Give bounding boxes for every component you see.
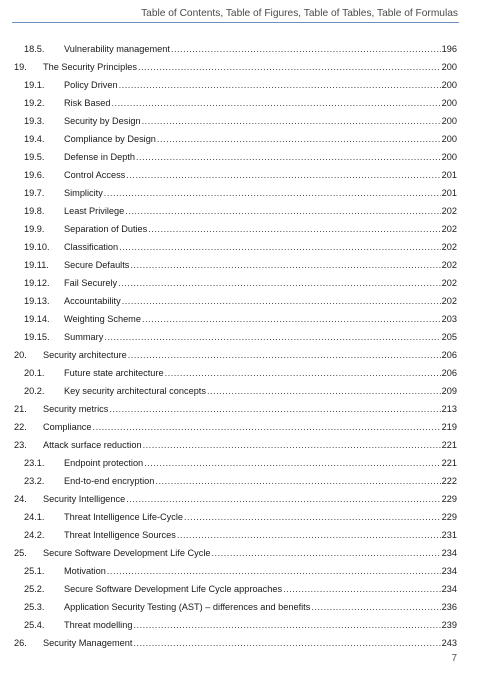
toc-entry-title[interactable]: The Security Principles bbox=[43, 62, 137, 72]
toc-entry-number: 23.2. bbox=[24, 476, 45, 486]
toc-entry-title[interactable]: Security architecture bbox=[43, 350, 127, 360]
dot-leader bbox=[311, 600, 440, 614]
toc-entry-number: 20.1. bbox=[24, 368, 45, 378]
toc-entry-page: 202 bbox=[441, 260, 457, 270]
toc-entry-title[interactable]: Policy Driven bbox=[64, 80, 118, 90]
toc-entry-title[interactable]: Security Management bbox=[43, 638, 133, 648]
toc-entry-title[interactable]: Vulnerability management bbox=[64, 44, 170, 54]
toc-entry-number: 25.4. bbox=[24, 620, 45, 630]
toc-entry-title[interactable]: End-to-end encryption bbox=[64, 476, 155, 486]
toc-entry-page: 203 bbox=[441, 314, 457, 324]
toc-entry[interactable] bbox=[0, 96, 485, 110]
toc-entry[interactable] bbox=[0, 618, 485, 632]
toc-entry-page: 221 bbox=[441, 458, 457, 468]
toc-entry-number: 25.3. bbox=[24, 602, 45, 612]
dot-leader bbox=[143, 438, 441, 452]
toc-entry-title[interactable]: Security by Design bbox=[64, 116, 141, 126]
toc-entry-number: 19.3. bbox=[24, 116, 45, 126]
toc-entry-title[interactable]: Fail Securely bbox=[64, 278, 118, 288]
toc-entry-page: 202 bbox=[441, 296, 457, 306]
toc-entry-page: 209 bbox=[441, 386, 457, 396]
toc-entry-title[interactable]: Security Intelligence bbox=[43, 494, 126, 504]
toc-entry-number: 25. bbox=[14, 548, 27, 558]
toc-entry[interactable] bbox=[0, 114, 485, 128]
dot-leader bbox=[148, 222, 440, 236]
dot-leader bbox=[283, 582, 441, 596]
toc-entry[interactable] bbox=[0, 204, 485, 218]
toc-entry[interactable] bbox=[0, 312, 485, 326]
dot-leader bbox=[133, 618, 440, 632]
toc-entry[interactable] bbox=[0, 438, 485, 452]
toc-entry-number: 19.7. bbox=[24, 188, 45, 198]
toc-entry-page: 206 bbox=[441, 350, 457, 360]
toc-entry-number: 20.2. bbox=[24, 386, 45, 396]
dot-leader bbox=[119, 240, 441, 254]
toc-entry[interactable] bbox=[0, 492, 485, 506]
dot-leader bbox=[125, 204, 440, 218]
toc-entry[interactable] bbox=[0, 294, 485, 308]
toc-entry-page: 222 bbox=[441, 476, 457, 486]
toc-entry-page: 213 bbox=[441, 404, 457, 414]
toc-entry-page: 229 bbox=[441, 494, 457, 504]
toc-entry-number: 22. bbox=[14, 422, 27, 432]
toc-entry-number: 19. bbox=[14, 62, 27, 72]
toc-entry-number: 19.6. bbox=[24, 170, 45, 180]
toc-entry-page: 202 bbox=[441, 242, 457, 252]
dot-leader bbox=[104, 330, 440, 344]
toc-entry-number: 24.2. bbox=[24, 530, 45, 540]
dot-leader bbox=[165, 366, 441, 380]
toc-entry-title[interactable]: Summary bbox=[64, 332, 104, 342]
dot-leader bbox=[144, 456, 440, 470]
toc-entry-number: 24.1. bbox=[24, 512, 45, 522]
toc-entry-page: 201 bbox=[441, 170, 457, 180]
dot-leader bbox=[184, 510, 441, 524]
toc-entry-page: 234 bbox=[441, 584, 457, 594]
toc-entry-page: 243 bbox=[441, 638, 457, 648]
toc-entry-number: 19.14. bbox=[24, 314, 50, 324]
toc-entry[interactable] bbox=[0, 348, 485, 362]
toc-entry-number: 19.8. bbox=[24, 206, 45, 216]
toc-entry-page: 202 bbox=[441, 224, 457, 234]
toc-entry-page: 219 bbox=[441, 422, 457, 432]
toc-entry-title[interactable]: Threat Intelligence Life-Cycle bbox=[64, 512, 183, 522]
toc-entry-number: 19.4. bbox=[24, 134, 45, 144]
toc-entry[interactable] bbox=[0, 528, 485, 542]
toc-entry-page: 206 bbox=[441, 368, 457, 378]
toc-entry[interactable] bbox=[0, 510, 485, 524]
toc-entry[interactable] bbox=[0, 330, 485, 344]
toc-entry-title[interactable]: Compliance by Design bbox=[64, 134, 156, 144]
toc-entry[interactable] bbox=[0, 420, 485, 434]
toc-entry[interactable] bbox=[0, 168, 485, 182]
dot-leader bbox=[177, 528, 441, 542]
toc-entry-number: 18.5. bbox=[24, 44, 45, 54]
toc-entry-title[interactable]: Defense in Depth bbox=[64, 152, 135, 162]
dot-leader bbox=[136, 150, 441, 164]
toc-entry[interactable] bbox=[0, 276, 485, 290]
dot-leader bbox=[126, 492, 440, 506]
toc-entry-title[interactable]: Motivation bbox=[64, 566, 106, 576]
toc-entry-number: 19.11. bbox=[24, 260, 49, 270]
toc-entry-title[interactable]: Attack surface reduction bbox=[43, 440, 142, 450]
toc-entry-page: 221 bbox=[441, 440, 457, 450]
toc-entry[interactable] bbox=[0, 132, 485, 146]
toc-entry-number: 19.13. bbox=[24, 296, 50, 306]
toc-entry-title[interactable]: Separation of Duties bbox=[64, 224, 148, 234]
toc-entry-page: 200 bbox=[441, 134, 457, 144]
toc-entry-page: 200 bbox=[441, 80, 457, 90]
toc-entry-title[interactable]: Control Access bbox=[64, 170, 126, 180]
toc-entry-page: 236 bbox=[441, 602, 457, 612]
toc-entry-number: 19.5. bbox=[24, 152, 45, 162]
toc-entry-page: 205 bbox=[441, 332, 457, 342]
toc-entry-page: 200 bbox=[441, 62, 457, 72]
toc-entry[interactable] bbox=[0, 240, 485, 254]
dot-leader bbox=[128, 348, 441, 362]
dot-leader bbox=[93, 420, 441, 434]
toc-entry[interactable] bbox=[0, 186, 485, 200]
dot-leader bbox=[130, 258, 440, 272]
toc-entry-title[interactable]: Secure Defaults bbox=[64, 260, 130, 270]
toc-entry-number: 19.2. bbox=[24, 98, 45, 108]
toc-entry[interactable] bbox=[0, 474, 485, 488]
toc-entry-number: 25.1. bbox=[24, 566, 45, 576]
toc-entry-number: 19.10. bbox=[24, 242, 50, 252]
toc-entry-number: 25.2. bbox=[24, 584, 45, 594]
toc-entry-page: 239 bbox=[441, 620, 457, 630]
dot-leader bbox=[171, 42, 441, 56]
toc-entry-title[interactable]: Secure Software Development Life Cycle approaches bbox=[64, 584, 283, 594]
toc-entry-number: 26. bbox=[14, 638, 27, 648]
toc-entry-title[interactable]: Least Privilege bbox=[64, 206, 125, 216]
dot-leader bbox=[138, 60, 441, 74]
toc-entry-number: 19.15. bbox=[24, 332, 50, 342]
toc-entry-title[interactable]: Risk Based bbox=[64, 98, 111, 108]
toc-entry-number: 21. bbox=[14, 404, 27, 414]
toc-entry[interactable] bbox=[0, 582, 485, 596]
toc-entry-title[interactable]: Future state architecture bbox=[64, 368, 164, 378]
toc-entry[interactable] bbox=[0, 258, 485, 272]
toc-entry[interactable] bbox=[0, 456, 485, 470]
toc-entry-title[interactable]: Application Security Testing (AST) – differences and benefits bbox=[64, 602, 311, 612]
dot-leader bbox=[142, 114, 441, 128]
toc-entry-number: 23.1. bbox=[24, 458, 45, 468]
toc-entry-number: 23. bbox=[14, 440, 27, 450]
toc-entry-page: 231 bbox=[441, 530, 457, 540]
dot-leader bbox=[104, 186, 441, 200]
toc-entry[interactable] bbox=[0, 150, 485, 164]
toc-entry-number: 24. bbox=[14, 494, 27, 504]
toc-entry-title[interactable]: Security metrics bbox=[43, 404, 109, 414]
toc-entry-title[interactable]: Compliance bbox=[43, 422, 92, 432]
toc-entry[interactable] bbox=[0, 384, 485, 398]
dot-leader bbox=[207, 384, 441, 398]
header-rule bbox=[12, 22, 459, 23]
dot-leader bbox=[155, 474, 440, 488]
toc-entry[interactable] bbox=[0, 366, 485, 380]
toc-entry-title[interactable]: Classification bbox=[64, 242, 119, 252]
toc-entry-page: 196 bbox=[441, 44, 457, 54]
toc-entry-page: 200 bbox=[441, 98, 457, 108]
toc-entry-title[interactable]: Threat Intelligence Sources bbox=[64, 530, 176, 540]
toc-entry-page: 229 bbox=[441, 512, 457, 522]
toc-entry-page: 201 bbox=[441, 188, 457, 198]
toc-entry-title[interactable]: Threat modelling bbox=[64, 620, 133, 630]
dot-leader bbox=[122, 294, 441, 308]
toc-entry[interactable] bbox=[0, 42, 485, 56]
toc-entry-number: 19.9. bbox=[24, 224, 45, 234]
dot-leader bbox=[111, 96, 440, 110]
toc-entry[interactable] bbox=[0, 60, 485, 74]
toc-entry[interactable] bbox=[0, 546, 485, 560]
dot-leader bbox=[157, 132, 441, 146]
dot-leader bbox=[107, 564, 441, 578]
toc-entry-number: 20. bbox=[14, 350, 27, 360]
toc-entry-title[interactable]: Key security architectural concepts bbox=[64, 386, 206, 396]
toc-entry-number: 19.1. bbox=[24, 80, 45, 90]
toc-entry[interactable] bbox=[0, 636, 485, 650]
toc-entry-title[interactable]: Simplicity bbox=[64, 188, 103, 198]
toc-entry[interactable] bbox=[0, 564, 485, 578]
toc-entry-page: 234 bbox=[441, 548, 457, 558]
dot-leader bbox=[142, 312, 441, 326]
toc-entry[interactable] bbox=[0, 78, 485, 92]
toc-entry-page: 200 bbox=[441, 152, 457, 162]
toc-entry-title[interactable]: Weighting Scheme bbox=[64, 314, 141, 324]
toc-entry-title[interactable]: Secure Software Development Life Cycle bbox=[43, 548, 211, 558]
dot-leader bbox=[119, 78, 441, 92]
dot-leader bbox=[118, 276, 441, 290]
toc-entry-title[interactable]: Endpoint protection bbox=[64, 458, 144, 468]
toc-entry-page: 234 bbox=[441, 566, 457, 576]
toc-entry[interactable] bbox=[0, 402, 485, 416]
dot-leader bbox=[109, 402, 440, 416]
toc-entry-page: 202 bbox=[441, 206, 457, 216]
running-header: Table of Contents, Table of Figures, Table of Tables, Table of Formulas bbox=[141, 8, 458, 19]
toc-entry[interactable] bbox=[0, 222, 485, 236]
dot-leader bbox=[133, 636, 440, 650]
toc-entry[interactable] bbox=[0, 600, 485, 614]
toc-entry-title[interactable]: Accountability bbox=[64, 296, 121, 306]
toc-entry-number: 19.12. bbox=[24, 278, 50, 288]
dot-leader bbox=[126, 168, 440, 182]
toc-entry-page: 202 bbox=[441, 278, 457, 288]
page-number: 7 bbox=[451, 653, 457, 664]
toc-entry-page: 200 bbox=[441, 116, 457, 126]
dot-leader bbox=[212, 546, 441, 560]
